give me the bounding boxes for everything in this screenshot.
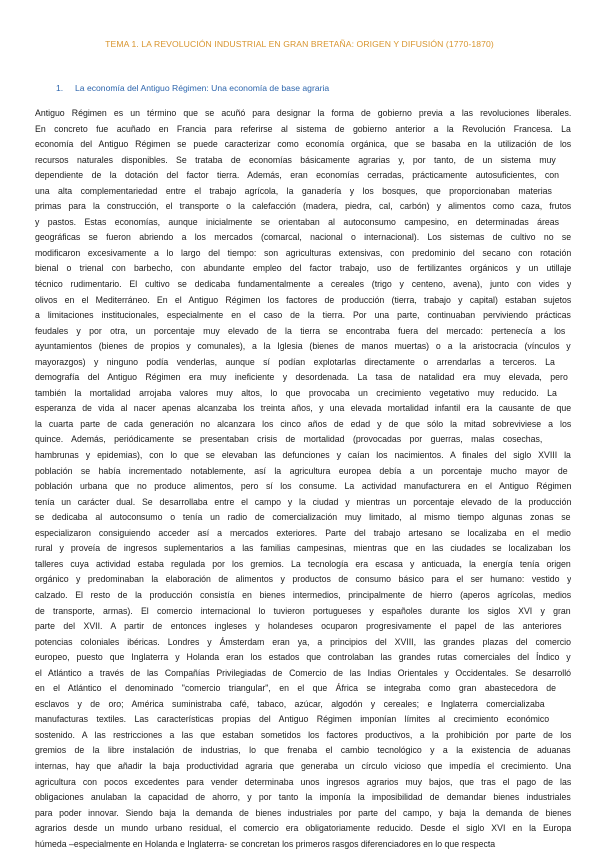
section-number: 1. — [56, 83, 64, 93]
text-line: geográficas se fueron abriendo a los mercados (comarcal, nacional o internacional). Los sistemas de cultivo no se — [35, 232, 571, 243]
text-line: economía del Antiguo Régimen se puede caracterizar como economía orgánica, que se basaba en la utilización de los — [35, 139, 571, 150]
text-line: obligaciones anulaban la capacidad de ahorro, y por tanto la imponía la imposibilidad de demandar bienes industriales — [35, 792, 571, 803]
text-line: olivos en el Mediterráneo. En el Antiguo Régimen los factores de producción (tierra, trabajo y capital) estaban sujetos — [35, 294, 571, 305]
text-line: gremios de la libre instalación de industrias, lo que frenaba el cambio tecnológico y a la existencia de aduanas — [35, 745, 571, 756]
text-line: mayorazgos) y ninguno podía venderlas, aunque sí podían explotarlas directamente o arrendarlas a terceros. La — [35, 356, 555, 367]
text-line: agrarios desde un mundo urbano residual, el comercio era obligatoriamente reducido. Desde el siglo XVI en la Europa — [35, 823, 571, 834]
text-line: ayuntamientos (bienes de propios y comunales), a la Iglesia (bienes de manos muertas) o a la aristocracia (vínculos y — [35, 341, 571, 352]
text-line: población urbana que no produce alimentos, pero sí los consume. La actividad manufacturera en el Antiguo Régimen — [35, 481, 571, 492]
text-line: calzado. El resto de la producción consistía en bienes intermedios, principalmente de hierro (aperos agrícolas, medios — [35, 589, 571, 600]
text-line: en el Atlántico el denominado "comercio triangular", en el que África se integraba como gran abastecedora de — [35, 683, 557, 694]
text-line: el Atlántico a través de las Compañías Privilegiadas de Comercio de las Indias Orientales y Occidentales. Se desarrolló — [35, 667, 571, 678]
text-line: población se había incrementado notablemente, así la agricultura europea debía a un porcentaje mucho mayor de — [35, 465, 568, 476]
text-line: recursos naturales disponibles. Se trataba de economías básicamente agrarias y, por tanto, de un sistema muy — [35, 154, 556, 165]
text-line: talleres cuya actividad estaba regulada por los gremios. La tecnología era escasa y anticuada, la energía tenía origen — [35, 558, 571, 569]
text-line: una alta complementariedad entre el trabajo agrícola, la ganadería y los bosques, que proporcionaban materias — [35, 185, 552, 196]
text-line: sostenido. A las restricciones a las que estaban sometidos los factores productivos, a la prohibición por parte de los — [35, 729, 571, 740]
text-line: feudales y por otra, un porcentaje muy elevado de la tierra se encontraba fuera del mercado: pertenecía a los — [35, 325, 566, 336]
text-line: orgánico y predominaban la elaboración de alimentos y productos de consumo básico para el ser humano: vestido y — [35, 574, 571, 585]
text-line: modificaron excesivamente a lo largo del tiempo: son agriculturas extensivas, con predominio del secano con rotación — [35, 247, 571, 258]
text-line: para poder innovar. Siendo baja la demanda de bienes industriales por parte del campo, y baja la demanda de bienes — [35, 807, 571, 818]
text-line: húmeda –especialmente en Holanda e Inglaterra- se concretan los primeros rasgos diferenciadores en lo que respecta — [35, 838, 496, 849]
text-line: se dedicaba al autoconsumo o tenía un radio de comercialización muy limitado, al mismo tiempo algunas zonas se — [35, 512, 571, 523]
document-title: TEMA 1. LA REVOLUCIÓN INDUSTRIAL EN GRAN BRETAÑA: ORIGEN Y DIFUSIÓN (1770-1870) — [105, 39, 494, 49]
text-line: manufacturas textiles. Las características propias del Antiguo Régimen imponían límites al crecimiento económico — [35, 714, 550, 725]
text-line: a limitaciones institucionales, especialmente en el caso de la tierra. Por una parte, continuaban perviviendo prácticas — [35, 310, 571, 321]
text-line: agricultura con pocos excedentes para vender determinaba unos ingresos agrarios muy bajos, que tras el pago de las — [35, 776, 571, 787]
text-line: especializaron consiguiendo acceder así a mercados exteriores. Parte del trabajo artesano se localizaba en el medio — [35, 527, 571, 538]
text-line: primas para la construcción, el transporte o la calefacción (madera, piedra, cal, carbón) y alimentos como caza, frutos — [35, 201, 571, 212]
text-line: Antiguo Régimen es un término que se acuñó para designar la forma de gobierno previa a las revoluciones liberales. — [35, 108, 571, 118]
section-heading — [56, 83, 329, 93]
text-line: la cuarta parte de cada generación no alcanzara los cinco años de edad y de que sólo la mitad sobreviviese a los — [35, 418, 571, 429]
text-line: En concreto fue acuñado en Francia para referirse al sistema de gobierno anterior a la Revolución Francesa. La — [35, 123, 571, 134]
text-line: bienal o trienal con barbecho, con abundante empleo del factor trabajo, uso de fertilizantes orgánicos y un utillaje — [35, 263, 571, 274]
text-line: esperanza de vida al nacer apenas alcanzaba los treinta años, y una elevada mortalidad infantil era la causante de que — [35, 403, 571, 414]
text-line: quince. Además, periódicamente se presentaban crisis de mortalidad (provocadas por guerras, malas cosechas, — [35, 434, 543, 445]
text-line: dependiente de la dotación del factor tierra. Además, eran economías cerradas, prácticamente autosuficientes, con — [35, 170, 560, 181]
body-paragraph — [35, 106, 571, 852]
text-line: de transporte, armas). El comercio internacional lo tuvieron portugueses y españoles durante los siglos XVI y gran — [35, 605, 571, 616]
text-line: técnico rudimentario. El cultivo se dedicaba fundamentalmente a cereales (trigo y centeno, avena), junto con vides y — [35, 279, 571, 290]
text-line: parte del XVII. A partir de entonces ingleses y holandeses ocuparon progresivamente el papel de las anteriores — [35, 621, 562, 632]
text-line: hambrunas y epidemias), con lo que se elevaban las defunciones y caían los nacimientos. A finales del siglo XVIII la — [35, 450, 571, 461]
text-line: internas, hay que añadir la baja productividad agraria que generaba un círculo vicioso que impedía el crecimiento. Una — [35, 760, 571, 771]
section-title: La economía del Antiguo Régimen: Una economía de base agraria — [75, 83, 330, 93]
text-line: y pastos. Estas economías, aunque inicialmente se orientaban al autoconsumo campesino, en determinadas áreas — [35, 216, 560, 227]
text-line: europeo, puesto que Inglaterra y Holanda eran los estados que controlaban las grandes rutas comerciales del Índico y — [35, 652, 571, 663]
text-line: potencias coloniales ibéricas. Londres y Ámsterdam eran ya, a principios del XVIII, las grandes plazas del comercio — [35, 636, 571, 647]
text-line: rural y proveía de ingresos suplementarios a las familias campesinas, mientras que en las ciudades se localizaban los — [35, 543, 571, 554]
text-line: también la mortalidad arrojaba valores muy altos, lo que provocaba un crecimiento vegetativo muy reducido. La — [35, 387, 557, 398]
text-line: tenía un carácter dual. Se desarrollaba entre el campo y la ciudad y mientras un porcentaje elevado de la producción — [35, 496, 571, 507]
text-line: esclavos y de oro; América suministraba café, tabaco, azúcar, algodón y cereales; e Inglaterra comercializaba — [35, 698, 545, 709]
text-line: demografía del Antiguo Régimen era muy ineficiente y desordenada. La tasa de natalidad era muy elevada, pero — [35, 372, 568, 383]
